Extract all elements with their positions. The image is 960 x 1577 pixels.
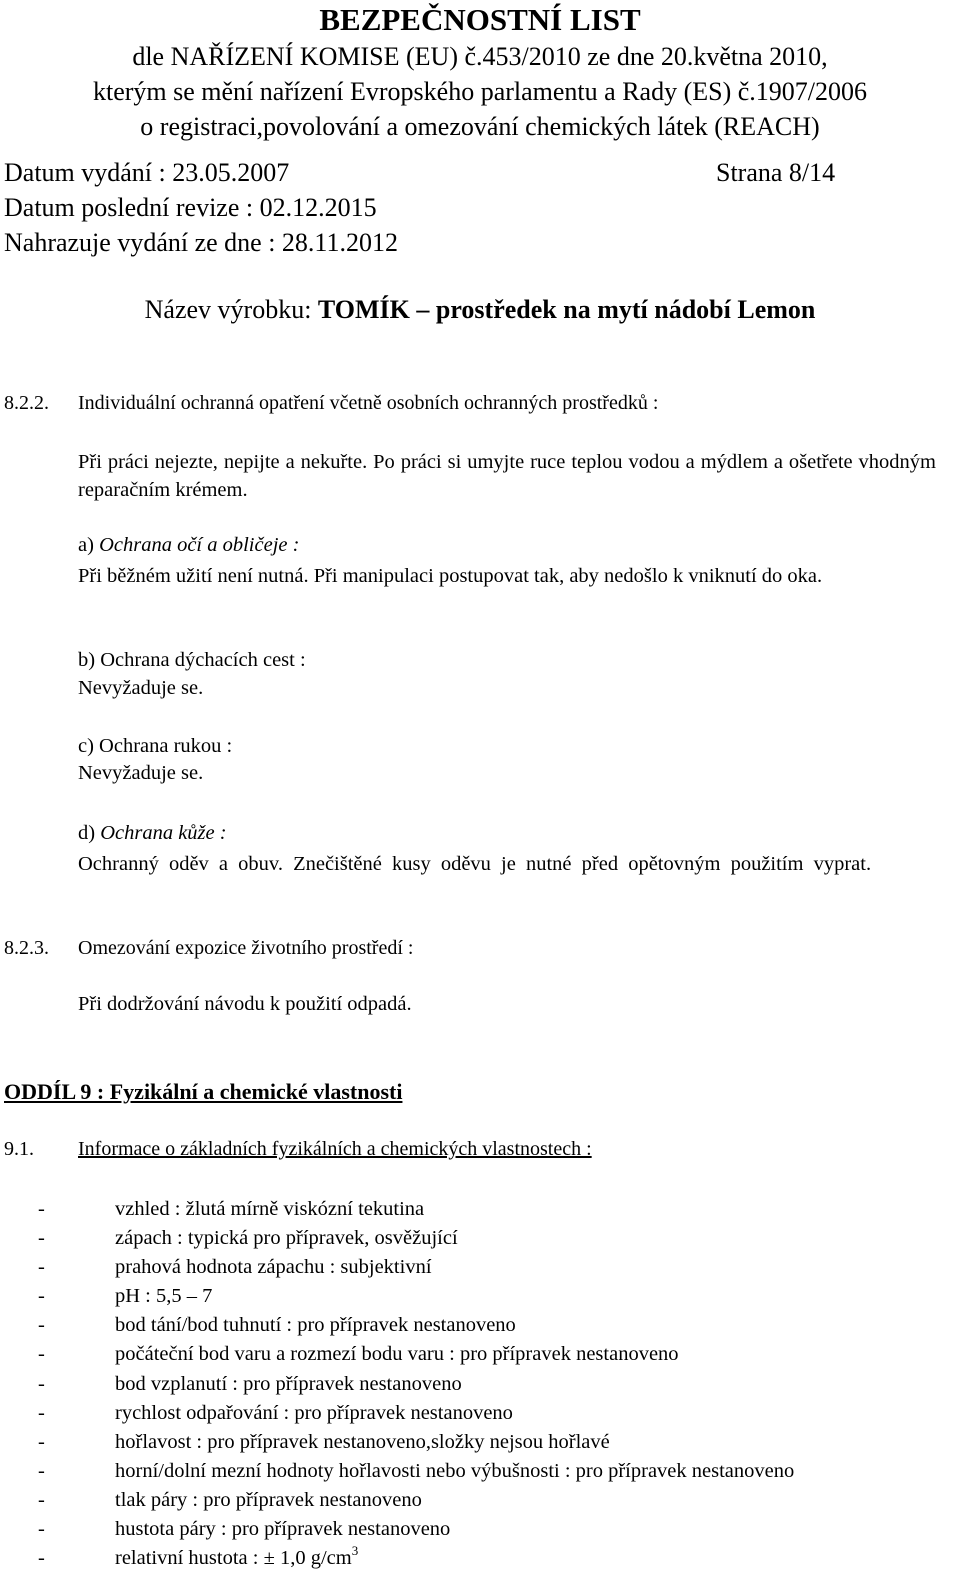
dash: - — [38, 1459, 45, 1482]
dash: - — [38, 1547, 45, 1570]
s823-text: Při dodržování návodu k použití odpadá. — [78, 993, 412, 1015]
s822-d-heading — [78, 822, 227, 845]
regulation-line-2: kterým se mění nařízení Evropského parlamentu a Rady (ES) č.1907/2006 — [92, 77, 867, 106]
item-text: bod vzplanutí : pro přípravek nestanoveno — [115, 1372, 462, 1395]
s822-c-heading: c) Ochrana rukou : — [78, 735, 233, 757]
item-text: vzhled : žlutá mírně viskózní tekutina — [115, 1198, 425, 1220]
superscript: 3 — [351, 1543, 359, 1559]
item-text: horní/dolní mezní hodnoty hořlavosti nebo výbušnosti : pro přípravek nestanoveno — [115, 1459, 795, 1482]
dash: - — [38, 1343, 45, 1366]
s822-number: 8.2.2. — [4, 392, 49, 414]
a-title: Ochrana očí a obličeje : — [99, 534, 300, 556]
s91-number: 9.1. — [4, 1138, 34, 1160]
item-text: tlak páry : pro přípravek nestanoveno — [115, 1488, 422, 1511]
s822-b-text: Nevyžaduje se. — [78, 677, 204, 699]
dash: - — [38, 1372, 45, 1395]
product-name — [0, 295, 960, 325]
item-text: bod tání/bod tuhnutí : pro přípravek nestanoveno — [115, 1314, 516, 1337]
s822-intro: Při práci nejezte, nepijte a nekuřte. Po práci si umyjte ruce teplou vodou a mýdlem a ošetřete vhodným reparačním krémem. — [78, 451, 936, 501]
item-text: počáteční bod varu a rozmezí bodu varu : pro přípravek nestanoveno — [115, 1343, 679, 1366]
dash: - — [38, 1401, 45, 1424]
item-text: rychlost odpařování : pro přípravek nestanoveno — [115, 1401, 513, 1424]
product-title: TOMÍK – prostředek na mytí nádobí Lemon — [317, 295, 816, 324]
s823-number: 8.2.3. — [4, 937, 49, 959]
s822-d-text: Ochranný oděv a obuv. Znečištěné kusy oděvu je nutné před opětovným použitím vyprat. — [78, 853, 872, 875]
page-number: Strana 8/14 — [716, 158, 836, 187]
s822-b-heading: b) Ochrana dýchacích cest : — [78, 649, 306, 671]
replaces-date: Nahrazuje vydání ze dne : 28.11.2012 — [4, 228, 398, 257]
s822-title: Individuální ochranná opatření včetně osobních ochranných prostředků : — [78, 392, 659, 414]
s823-title: Omezování expozice životního prostředí : — [78, 937, 414, 959]
s822-a-text: Při běžném užití není nutná. Při manipulaci postupovat tak, aby nedošlo k vniknutí do oka. — [78, 565, 823, 587]
d-label: d) — [78, 822, 101, 844]
dash: - — [38, 1430, 45, 1453]
section-9-title: ODDÍL 9 : Fyzikální a chemické vlastnosti — [4, 1079, 403, 1104]
product-label: Název výrobku: — [144, 295, 318, 324]
item-text — [115, 1544, 358, 1573]
dash: - — [38, 1227, 45, 1250]
dash: - — [38, 1314, 45, 1337]
dash: - — [38, 1488, 45, 1511]
a-label: a) — [78, 534, 100, 556]
dash: - — [38, 1518, 45, 1541]
item-text: pH : 5,5 – 7 — [115, 1285, 213, 1308]
regulation-line-1: dle NAŘÍZENÍ KOMISE (EU) č.453/2010 ze dne 20.května 2010, — [132, 42, 828, 71]
regulation-line-3: o registraci,povolování a omezování chemických látek (REACH) — [140, 112, 820, 141]
d-title: Ochrana kůže : — [100, 822, 227, 844]
s91-title: Informace o základních fyzikálních a chemických vlastnostech : — [78, 1138, 592, 1160]
item-text: zápach : typická pro přípravek, osvěžující — [115, 1227, 458, 1250]
item-text: prahová hodnota zápachu : subjektivní — [115, 1256, 432, 1279]
revision-date: Datum poslední revize : 02.12.2015 — [4, 193, 377, 222]
dash: - — [38, 1198, 45, 1220]
document-title: BEZPEČNOSTNÍ LIST — [319, 2, 641, 37]
issue-date: Datum vydání : 23.05.2007 — [4, 158, 290, 187]
item-text: hořlavost : pro přípravek nestanoveno,složky nejsou hořlavé — [115, 1430, 610, 1453]
s822-a-heading — [78, 534, 299, 557]
relative-density-text: relativní hustota : ± 1,0 g/cm — [115, 1547, 352, 1570]
dash: - — [38, 1285, 45, 1308]
s822-c-text: Nevyžaduje se. — [78, 762, 204, 784]
dash: - — [38, 1256, 45, 1279]
item-text: hustota páry : pro přípravek nestanoveno — [115, 1518, 451, 1541]
